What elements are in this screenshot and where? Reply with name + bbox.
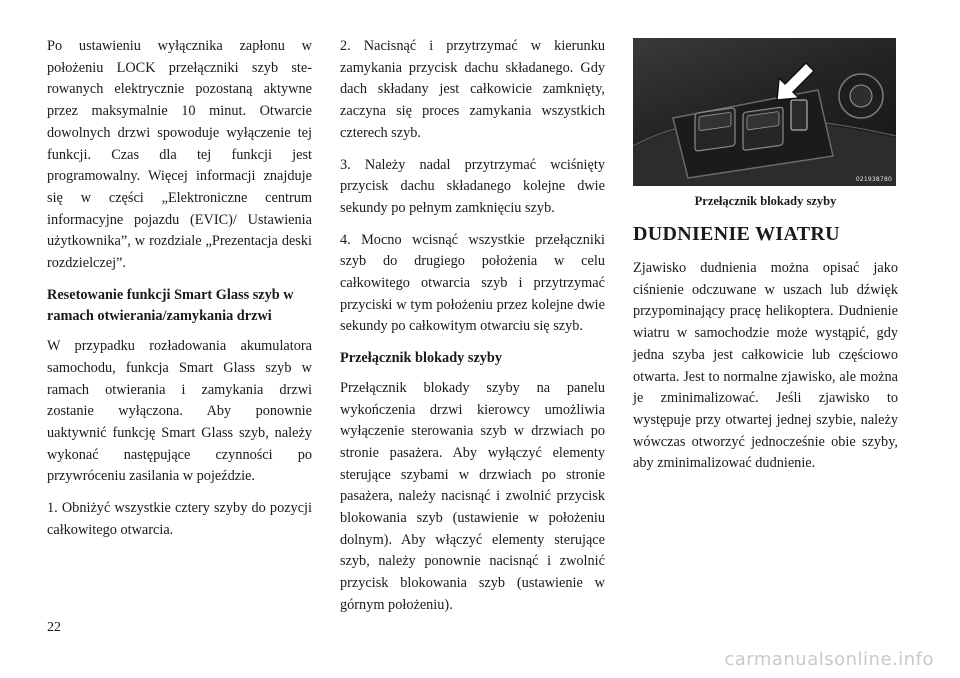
section-title-wind-buffeting: DUDNIENIE WIATRU	[633, 223, 840, 245]
heading-window-lock: Przełącznik blokady szyby	[340, 350, 503, 367]
watermark: carmanualsonline.info	[724, 649, 934, 670]
photo-code: 021938780	[855, 176, 892, 183]
paragraph-step-3: 3. Należy nadal przytrzymać wciśnięty przycisk dachu składanego kolejne dwie sekundy po pełnym zamknięciu szyb.	[340, 156, 605, 216]
paragraph-wind-buffeting: Zjawisko dudnienia można opisać jako ciśnienie odczuwane w uszach lub dźwięk przypominający pracę helikoptera. Dudnienie wiatru w samochodzie może wystąpić, gdy jedna szyba jest całkowicie lub częściowo otwarta. Jest to normalne zjawisko, ale można je zminimalizować. Jeśli zjawisko to występuje przy otwartej jednej szybie, należy wówczas otworzyć jednocześnie obie szyby, aby zminimalizować dudnienie.	[633, 260, 898, 472]
middle-column	[340, 36, 605, 627]
paragraph-step-1: 1. Obniżyć wszystkie cztery szyby do pozycji całkowitego otwarcia.	[47, 500, 312, 538]
window-lock-switch-photo	[633, 38, 896, 186]
door-panel-illustration	[633, 38, 896, 186]
paragraph-step-2: 2. Nacisnąć i przytrzymać w kierunku zamykania przycisk dachu składanego. Gdy dach składany jest całkowicie zamknięty, zaczyna się proces zamykania wszystkich czterech szyb.	[340, 38, 605, 141]
paragraph-window-lock: Przełącznik blokady szyby na panelu wykończenia drzwi kierowcy umożliwia wyłączenie sterowania szyb w drzwiach po stronie pasażera. Aby wyłączyć elementy sterujące szybami w drzwiach po stronie pasażera, należy nacisnąć i zwolnić przycisk blokowania szyb (ustawienie w położeniu dolnym). Aby włączyć elementy sterujące szyb, należy ponownie nacisnąć i zwolnić przycisk blokowania szyb (ustawienie w górnym położeniu).	[340, 379, 605, 613]
paragraph-battery: W przypadku rozładowania akumulatora samochodu, funkcja Smart Glass szyb w ramach otwierania i zamykania drzwi zostanie wyłączona. Aby ponownie uaktywnić funkcję Smart Glass szyb, należy wykonać następujące czynności po przywróceniu zasilania w pojeździe.	[47, 338, 312, 485]
left-column	[47, 36, 312, 551]
paragraph-step-4: 4. Mocno wcisnąć wszystkie przełączniki szyb do drugiego położenia w celu całkowitego otwarcia szyb i przytrzymać przyciski w tym położeniu przez kolejne dwie sekundy po całkowitym otwarciu się szyb.	[340, 231, 605, 335]
heading-smart-glass-reset: Resetowanie funkcji Smart Glass szyb w ramach otwierania/zamykania drzwi	[47, 286, 294, 325]
right-column	[633, 36, 898, 485]
paragraph-evic: Po ustawieniu wyłącznika zapłonu w położeniu LOCK przełączniki szyb sterowanych elektrycznie pozostaną aktywne przez maksymalnie 10 minut. Otwarcie dowolnych drzwi spowoduje wyłączenie tej funkcji. Czas dla tej funkcji jest programowalny. Więcej informacji znajduje się w części „Elektroniczne centrum informacyjne pojazdu (EVIC)/ Ustawienia użytkownika”, w rozdziale „Prezentacja deski rozdzielczej”.	[47, 38, 312, 272]
page-number: 22	[47, 620, 61, 635]
photo-caption: Przełącznik blokady szyby	[694, 194, 837, 208]
